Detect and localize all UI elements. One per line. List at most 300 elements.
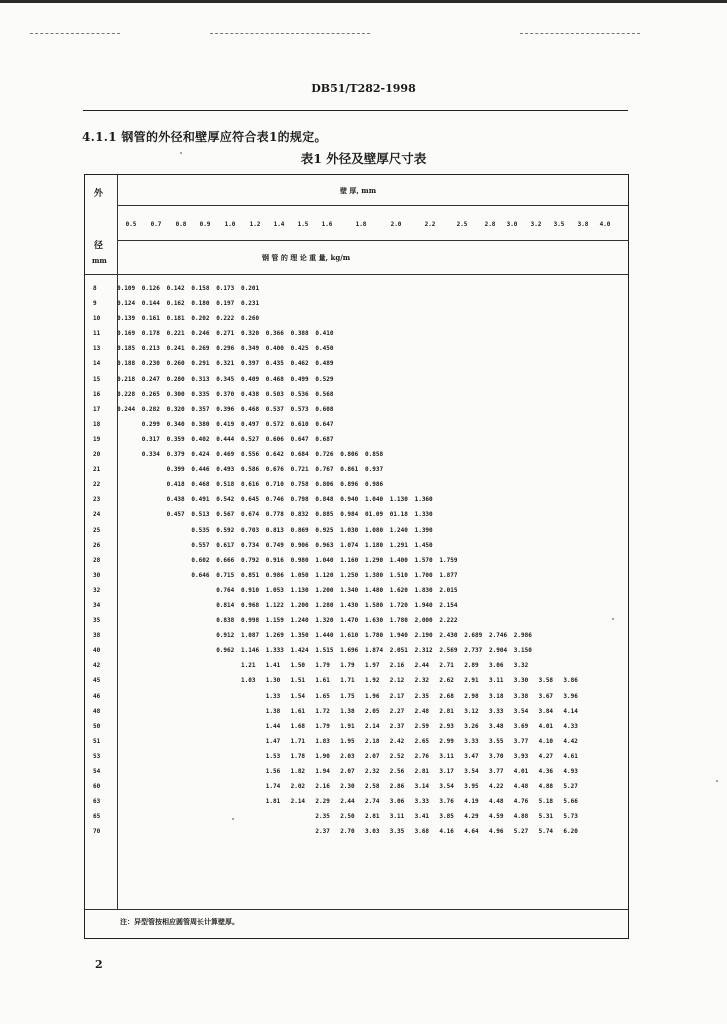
mass-cell: 0.536 <box>290 390 309 398</box>
mass-cell: 0.912 <box>216 632 235 640</box>
mass-cell: 0.721 <box>290 466 309 474</box>
mass-cell: 1.050 <box>290 571 309 579</box>
table-header-divider <box>117 205 629 206</box>
mass-cell: 0.296 <box>216 345 235 353</box>
mass-cell: 0.858 <box>365 451 384 459</box>
mass-cell: 4.14 <box>563 707 578 715</box>
table-row <box>84 813 629 828</box>
mass-cell: 2.16 <box>315 783 330 791</box>
page-number: 2 <box>95 958 103 971</box>
od-label-top: 外 <box>94 189 104 199</box>
wall-size-1.2: 1.2 <box>249 221 261 228</box>
mass-cell: 3.38 <box>513 692 529 700</box>
mass-cell: 1.430 <box>340 601 359 609</box>
table-row <box>84 738 629 753</box>
mass-cell: 0.851 <box>241 571 260 579</box>
wall-size-1.6: 1.6 <box>321 221 333 228</box>
mass-cell: 3.18 <box>489 692 504 700</box>
mass-cell: 2.18 <box>365 737 380 745</box>
mass-cell: 1.280 <box>315 601 334 609</box>
scan-speck <box>716 780 718 782</box>
mass-cell: 4.27 <box>538 752 554 760</box>
mass-cell: 1.79 <box>315 722 330 730</box>
mass-cell: 0.764 <box>216 586 235 594</box>
mass-cell: 1.440 <box>315 632 334 640</box>
mass-cell: 3.84 <box>538 707 554 715</box>
mass-cell: 0.497 <box>241 420 260 428</box>
mass-cell: 0.468 <box>191 481 210 489</box>
mass-cell: 1.81 <box>265 798 281 806</box>
mass-cell: 1.570 <box>414 556 433 564</box>
mass-cell: 1.38 <box>265 707 281 715</box>
outer-diameter-cell: 23 <box>93 496 101 504</box>
mass-cell: 1.92 <box>365 677 380 685</box>
mass-cell: 1.510 <box>389 571 408 579</box>
mass-cell: 0.400 <box>265 345 284 353</box>
mass-cell: 2.68 <box>439 692 454 700</box>
outer-diameter-cell: 63 <box>93 798 101 806</box>
table-row <box>84 677 629 692</box>
outer-diameter-cell: 22 <box>93 481 101 489</box>
mass-cell: 0.518 <box>216 481 235 489</box>
mass-cell: 1.291 <box>389 541 408 549</box>
mass-cell: 0.188 <box>117 360 136 368</box>
mass-cell: 0.513 <box>191 511 210 519</box>
mass-cell: 3.11 <box>489 677 504 685</box>
mass-cell: 1.120 <box>315 571 334 579</box>
standard-code: DB51/T282-1998 <box>311 82 416 95</box>
mass-cell: 5.73 <box>563 813 578 821</box>
mass-cell: 4.36 <box>538 768 554 775</box>
mass-cell: 2.14 <box>365 722 380 730</box>
mass-cell: 0.710 <box>265 481 284 489</box>
mass-cell: 0.746 <box>265 496 284 504</box>
mass-cell: 2.44 <box>414 662 430 670</box>
mass-cell: 1.030 <box>340 526 359 534</box>
outer-diameter-cell: 42 <box>93 662 101 670</box>
mass-cell: 0.230 <box>141 360 160 368</box>
mass-cell: 0.269 <box>191 345 210 353</box>
mass-cell: 2.98 <box>464 692 479 700</box>
mass-cell: 1.61 <box>290 707 306 715</box>
mass-cell: 1.696 <box>340 647 359 655</box>
mass-cell: 3.06 <box>389 798 405 806</box>
mass-cell: 0.457 <box>166 511 185 519</box>
table-row <box>84 708 629 723</box>
mass-cell: 2.03 <box>340 752 355 760</box>
mass-cell: 0.758 <box>290 481 309 489</box>
mass-cell: 0.397 <box>241 360 260 368</box>
wall-size-3.8: 3.8 <box>577 221 589 228</box>
mass-cell: 0.703 <box>241 526 260 534</box>
mass-cell: 2.051 <box>389 647 408 655</box>
mass-cell: 0.542 <box>216 496 235 504</box>
mass-cell: 1.333 <box>265 647 284 655</box>
outer-diameter-cell: 9 <box>93 300 97 308</box>
mass-cell: 0.425 <box>290 345 309 353</box>
mass-cell: 0.861 <box>340 466 359 474</box>
scan-speck <box>180 152 182 154</box>
mass-cell: 1.390 <box>414 526 433 534</box>
mass-cell: 0.231 <box>241 300 260 308</box>
mass-cell: 0.814 <box>216 601 235 609</box>
outer-diameter-cell: 65 <box>93 813 101 821</box>
table-row <box>84 330 629 345</box>
outer-diameter-cell: 70 <box>93 828 101 836</box>
mass-cell: 0.265 <box>141 390 160 398</box>
mass-cell: 2.222 <box>439 617 458 625</box>
table-row <box>84 587 629 602</box>
mass-cell: 4.64 <box>464 828 479 836</box>
mass-cell: 0.687 <box>315 435 334 443</box>
mass-cell: 0.838 <box>216 617 235 625</box>
mass-cell: 4.59 <box>489 813 504 821</box>
mass-cell: 4.88 <box>538 783 554 791</box>
mass-cell: 2.32 <box>414 677 430 685</box>
mass-cell: 1.610 <box>340 632 359 640</box>
mass-cell: 1.95 <box>340 737 355 745</box>
wall-size-2.5: 2.5 <box>456 221 468 228</box>
wall-size-3.0: 3.0 <box>506 221 518 228</box>
table-row <box>84 557 629 572</box>
mass-cell: 5.18 <box>538 798 554 806</box>
mass-cell: 5.27 <box>563 783 578 791</box>
mass-cell: 2.35 <box>315 813 330 821</box>
mass-cell: 2.07 <box>365 752 380 760</box>
mass-cell: 0.586 <box>241 466 260 474</box>
mass-cell: 0.980 <box>290 556 309 564</box>
mass-cell: 1.269 <box>265 632 284 640</box>
table-row <box>84 481 629 496</box>
mass-cell: 0.438 <box>241 390 260 398</box>
table-row <box>84 421 629 436</box>
mass-cell: 0.424 <box>191 451 210 459</box>
outer-diameter-cell: 25 <box>93 526 101 534</box>
mass-cell: 0.161 <box>141 315 160 323</box>
mass-cell: 0.139 <box>117 315 136 323</box>
mass-cell: 0.158 <box>191 285 210 292</box>
mass-cell: 3.93 <box>513 752 529 760</box>
mass-cell: 1.90 <box>315 752 330 760</box>
mass-cell: 0.792 <box>241 556 260 564</box>
mass-cell: 2.904 <box>489 647 508 655</box>
wall-size-4.0: 4.0 <box>599 221 611 228</box>
mass-cell: 4.48 <box>513 783 529 791</box>
mass-cell: 0.726 <box>315 451 334 459</box>
scan-top-edge <box>0 0 727 3</box>
mass-cell: 2.59 <box>414 722 430 730</box>
mass-cell: 3.33 <box>464 737 479 745</box>
table-row <box>84 768 629 783</box>
mass-cell: 1.620 <box>389 586 408 594</box>
mass-cell: 4.01 <box>538 722 554 730</box>
mass-cell: 0.201 <box>241 285 260 292</box>
mass-cell: 0.925 <box>315 526 334 534</box>
mass-cell: 1.65 <box>315 692 330 700</box>
mass-cell: 0.666 <box>216 556 235 564</box>
mass-cell: 3.67 <box>538 692 554 700</box>
mass-cell: 4.33 <box>563 722 578 730</box>
mass-cell: 0.222 <box>216 315 235 323</box>
outer-diameter-cell: 50 <box>93 722 101 730</box>
mass-cell: 0.568 <box>315 390 334 398</box>
mass-cell: 0.366 <box>265 330 284 338</box>
mass-cell: 2.000 <box>414 617 433 625</box>
mass-cell: 3.70 <box>489 752 504 760</box>
mass-cell: 2.81 <box>414 768 430 775</box>
mass-cell: 0.557 <box>191 541 210 549</box>
mass-cell: 2.986 <box>513 632 532 640</box>
mass-cell: 2.737 <box>464 647 483 655</box>
mass-cell: 1.75 <box>340 692 355 700</box>
mass-cell: 2.02 <box>290 783 306 791</box>
mass-cell: 0.345 <box>216 375 235 383</box>
mass-cell: 0.202 <box>191 315 210 323</box>
mass-cell: 3.12 <box>464 707 479 715</box>
mass-cell: 0.645 <box>241 496 260 504</box>
mass-cell: 2.312 <box>414 647 433 655</box>
mass-cell: 0.334 <box>141 451 160 459</box>
mass-cell: 0.684 <box>290 451 309 459</box>
mass-cell: 1.47 <box>265 737 281 745</box>
mass-cell: 1.71 <box>290 737 306 745</box>
mass-cell: 3.96 <box>563 692 578 700</box>
mass-cell: 1.21 <box>241 662 256 670</box>
mass-cell: 0.126 <box>141 285 160 292</box>
mass-cell: 2.190 <box>414 632 433 640</box>
mass-cell: 0.749 <box>265 541 284 549</box>
outer-diameter-cell: 32 <box>93 586 101 594</box>
mass-cell: 0.282 <box>141 405 160 413</box>
mass-cell: 0.109 <box>117 285 136 292</box>
mass-cell: 0.321 <box>216 360 235 368</box>
wall-size-0.7: 0.7 <box>150 221 162 228</box>
outer-diameter-cell: 48 <box>93 707 101 715</box>
mass-cell: 1.61 <box>315 677 330 685</box>
mass-cell: 0.185 <box>117 345 136 353</box>
mass-cell: 0.806 <box>340 451 359 459</box>
table-row <box>84 376 629 391</box>
mass-cell: 3.69 <box>513 722 529 730</box>
mass-cell: 1.130 <box>389 496 408 504</box>
wall-size-row <box>117 221 629 231</box>
wall-size-2.0: 2.0 <box>390 221 402 228</box>
mass-cell: 0.572 <box>265 420 284 428</box>
mass-cell: 0.181 <box>166 315 185 323</box>
table-row <box>84 753 629 768</box>
mass-cell: 0.469 <box>216 451 235 459</box>
mass-cell: 3.150 <box>513 647 532 655</box>
mass-cell: 0.349 <box>241 345 260 353</box>
mass-cell: 0.617 <box>216 541 235 549</box>
mass-cell: 0.419 <box>216 420 235 428</box>
mass-cell: 2.05 <box>365 707 380 715</box>
mass-cell: 0.493 <box>216 466 235 474</box>
mass-cell: 1.68 <box>290 722 306 730</box>
outer-diameter-cell: 11 <box>93 330 101 338</box>
mass-cell: 0.144 <box>141 300 160 308</box>
table-row <box>84 406 629 421</box>
mass-cell: 1.200 <box>315 586 334 594</box>
mass-cell: 3.41 <box>414 813 430 821</box>
scan-speck <box>612 618 614 620</box>
table-row <box>84 542 629 557</box>
mass-cell: 2.76 <box>414 752 430 760</box>
mass-cell: 1.087 <box>241 632 260 640</box>
mass-cell: 0.468 <box>241 405 260 413</box>
mass-cell: 3.77 <box>513 737 529 745</box>
table-row <box>84 391 629 406</box>
mass-cell: 0.320 <box>241 330 260 338</box>
mass-cell: 1.400 <box>389 556 408 564</box>
mass-cell: 0.962 <box>216 647 235 655</box>
mass-cell: 1.130 <box>290 586 309 594</box>
mass-cell: 3.17 <box>439 768 454 775</box>
mass-cell: 2.14 <box>290 798 306 806</box>
outer-diameter-cell: 19 <box>93 435 101 443</box>
table-title: 表1 外径及壁厚尺寸表 <box>300 151 427 166</box>
table-row <box>84 783 629 798</box>
mass-cell: 0.244 <box>117 405 136 413</box>
mass-cell: 4.96 <box>489 828 504 836</box>
mass-cell: 1.51 <box>290 677 306 685</box>
mass-cell: 3.68 <box>414 828 430 836</box>
mass-cell: 2.32 <box>365 768 380 775</box>
mass-cell: 0.734 <box>241 541 260 549</box>
mass-cell: 1.874 <box>365 647 384 655</box>
mass-cell: 2.07 <box>340 768 355 775</box>
mass-cell: 1.450 <box>414 541 433 549</box>
mass-cell: 1.877 <box>439 571 458 579</box>
mass-cell: 01.18 <box>389 511 408 519</box>
mass-cell: 1.159 <box>265 617 284 625</box>
mass-cell: 1.759 <box>439 556 458 564</box>
mass-cell: 3.86 <box>563 677 578 685</box>
mass-cell: 1.53 <box>265 752 281 760</box>
mass-cell: 1.54 <box>290 692 306 700</box>
mass-cell: 2.430 <box>439 632 458 640</box>
mass-cell: 0.998 <box>241 617 260 625</box>
outer-diameter-cell: 34 <box>93 601 101 609</box>
mass-cell: 1.720 <box>389 601 408 609</box>
mass-cell: 1.146 <box>241 647 260 655</box>
mass-cell: 0.379 <box>166 451 185 459</box>
mass-cell: 0.647 <box>290 435 309 443</box>
mass-cell: 0.610 <box>290 420 309 428</box>
mass-cell: 4.29 <box>464 813 479 821</box>
mass-cell: 1.290 <box>365 556 384 564</box>
mass-cell: 5.66 <box>563 798 578 806</box>
wall-size-0.5: 0.5 <box>125 221 137 228</box>
mass-cell: 0.778 <box>265 511 284 519</box>
outer-diameter-cell: 60 <box>93 783 101 791</box>
mass-cell: 2.569 <box>439 647 458 655</box>
mass-cell: 0.556 <box>241 451 260 459</box>
outer-diameter-cell: 18 <box>93 420 101 428</box>
mass-cell: 3.14 <box>414 783 430 791</box>
wall-size-2.8: 2.8 <box>484 221 496 228</box>
mass-cell: 0.228 <box>117 390 136 398</box>
outer-diameter-cell: 24 <box>93 511 101 519</box>
mass-cell: 0.806 <box>315 481 334 489</box>
outer-diameter-cell: 8 <box>93 285 97 292</box>
wall-size-1.4: 1.4 <box>273 221 285 228</box>
mass-cell: 0.246 <box>191 330 210 338</box>
mass-cell: 1.74 <box>265 783 281 791</box>
header-rule <box>83 110 628 111</box>
wall-size-3.5: 3.5 <box>553 221 565 228</box>
od-label-mid: 径 <box>94 241 104 251</box>
outer-diameter-cell: 20 <box>93 451 101 459</box>
mass-cell: 0.438 <box>166 496 185 504</box>
mass-cell: 0.446 <box>191 466 210 474</box>
mass-cell: 2.746 <box>489 632 508 640</box>
mass-cell: 1.580 <box>365 601 384 609</box>
mass-cell: 0.197 <box>216 300 235 308</box>
mass-cell: 1.360 <box>414 496 433 504</box>
mass-cell: 1.91 <box>340 722 355 730</box>
mass-cell: 0.937 <box>365 466 384 474</box>
outer-diameter-cell: 14 <box>93 360 101 368</box>
table-row <box>84 572 629 587</box>
table-row <box>84 345 629 360</box>
table-header-divider <box>117 240 629 241</box>
mass-cell: 2.015 <box>439 586 458 594</box>
mass-cell: 3.32 <box>513 662 529 670</box>
table-row <box>84 723 629 738</box>
mass-cell: 1.830 <box>414 586 433 594</box>
mass-cell: 2.30 <box>340 783 355 791</box>
table-row <box>84 496 629 511</box>
mass-cell: 0.906 <box>290 541 309 549</box>
mass-cell: 1.780 <box>389 617 408 625</box>
table-row <box>84 511 629 526</box>
table-note: 注：异型管按相应圆管周长计算壁厚。 <box>120 917 239 926</box>
scan-speck <box>232 818 234 820</box>
mass-cell: 0.320 <box>166 405 185 413</box>
outer-diameter-cell: 10 <box>93 315 101 323</box>
mass-cell: 0.444 <box>216 435 235 443</box>
mass-cell: 1.94 <box>315 768 330 775</box>
mass-cell: 1.72 <box>315 707 330 715</box>
mass-cell: 0.402 <box>191 435 210 443</box>
table-row <box>84 300 629 315</box>
mass-cell: 2.17 <box>389 692 405 700</box>
mass-cell: 1.96 <box>365 692 380 700</box>
mass-cell: 1.330 <box>414 511 433 519</box>
mass-cell: 3.48 <box>489 722 504 730</box>
mass-cell: 2.91 <box>464 677 479 685</box>
mass-cell: 4.22 <box>489 783 504 791</box>
mass-cell: 0.359 <box>166 435 185 443</box>
mass-cell: 3.26 <box>464 722 479 730</box>
mass-cell: 4.10 <box>538 737 554 745</box>
mass-cell: 0.535 <box>191 526 210 534</box>
mass-cell: 1.240 <box>290 617 309 625</box>
clause-text: 4.1.1 钢管的外径和壁厚应符合表1的规定。 <box>82 130 327 144</box>
outer-diameter-cell: 53 <box>93 752 101 760</box>
mass-cell: 0.676 <box>265 466 284 474</box>
mass-cell: 1.700 <box>414 571 433 579</box>
mass-cell: 0.280 <box>166 375 185 383</box>
mass-cell: 2.56 <box>389 768 405 775</box>
mass-cell: 0.370 <box>216 390 235 398</box>
table-row <box>84 527 629 542</box>
mass-cell: 2.62 <box>439 677 454 685</box>
outer-diameter-cell: 13 <box>93 345 101 353</box>
mass-cell: 0.940 <box>340 496 359 504</box>
mass-cell: 0.300 <box>166 390 185 398</box>
